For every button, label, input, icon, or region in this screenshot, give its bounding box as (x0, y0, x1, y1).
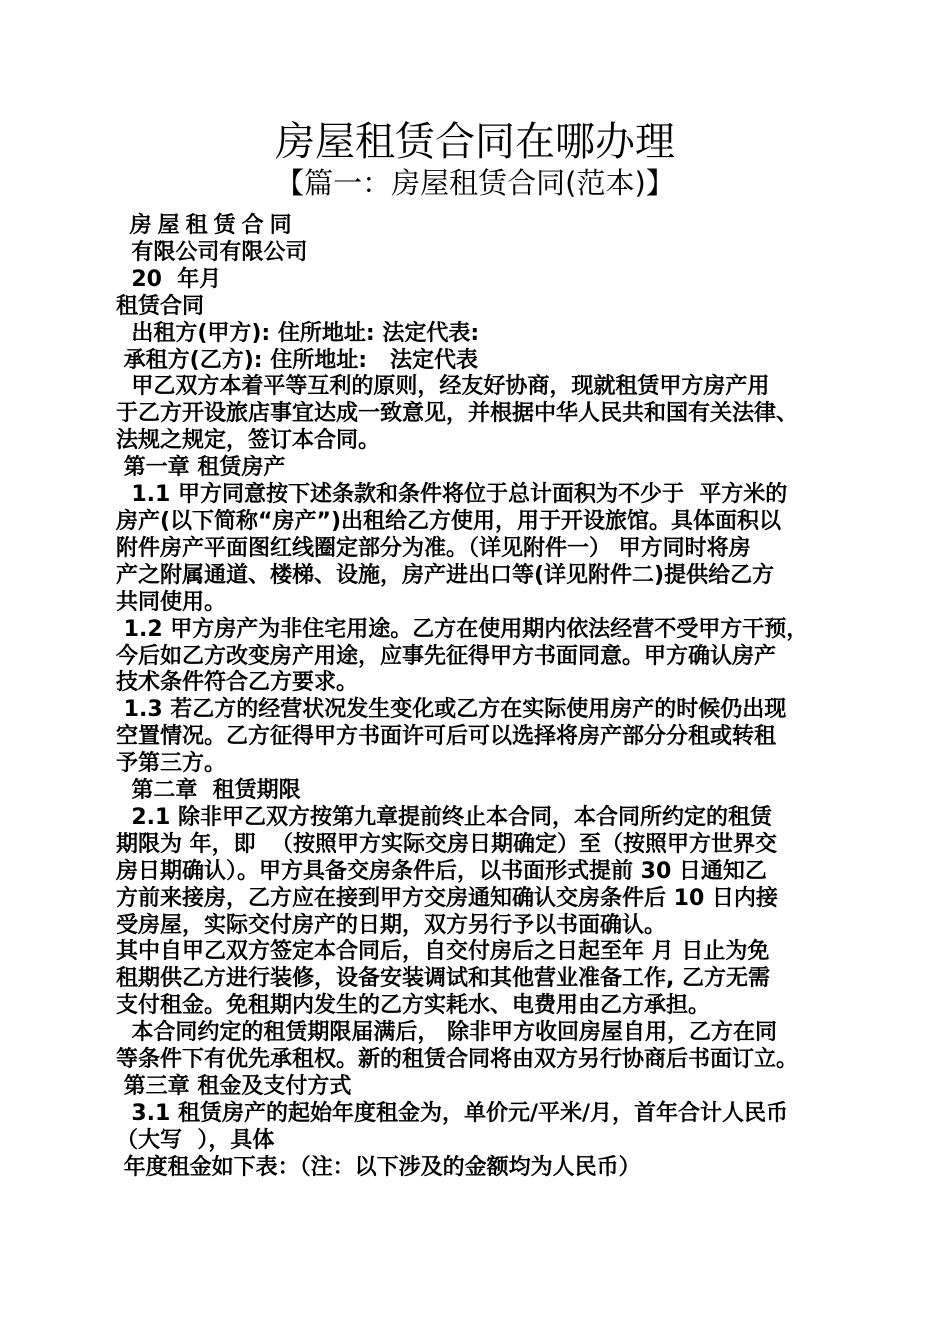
paragraph-line: 于乙方开设旅店事宜达成一致意见，并根据中华人民共和国有关法律、 (116, 401, 799, 427)
document-body (116, 213, 844, 1182)
clause-line: 1.2 甲方房产为非住宅用途。乙方在使用期内依法经营不受甲方干预， (116, 616, 809, 642)
clause-line: 支付租金。免租期内发生的乙方实耗水、电费用由乙方承担。 (116, 993, 711, 1019)
clause-line: 其中自甲乙双方签定本合同后，自交付房后之日起至年 月 日止为免 (116, 939, 770, 965)
clause-line: 3.1 租赁房产的起始年度租金为，单价元/平米/月，首年合计人民币 (116, 1100, 789, 1126)
clause-line: 1.3 若乙方的经营状况发生变化或乙方在实际使用房产的时候仍出现 (116, 697, 787, 723)
company-name: 有限公司有限公司 (116, 239, 308, 265)
clause-line: 空置情况。乙方征得甲方书面许可后可以选择将房产部分分租或转租 (116, 724, 777, 750)
clause-line: 2.1 除非甲乙双方按第九章提前终止本合同，本合同所约定的租赁 (116, 804, 772, 830)
clause-line: （大写 ），具体 (116, 1127, 275, 1153)
paragraph-line: 甲乙双方本着平等互利的原则，经友好协商，现就租赁甲方房产用 (116, 374, 770, 400)
contract-date: 20 年月 (116, 266, 222, 292)
clause-line: 年度租金如下表：（注：以下涉及的金额均为人民币） (116, 1154, 641, 1180)
clause-line: 期限为 年，即 （按照甲方实际交房日期确定）至（按照甲方世界交 (116, 831, 777, 857)
clause-line: 租期供乙方进行装修，设备安装调试和其他营业准备工作, 乙方无需 (116, 966, 771, 992)
clause-line: 本合同约定的租赁期限届满后， 除非甲方收回房屋自用，乙方在同 (116, 1020, 777, 1046)
clause-line: 方前来接房，乙方应在接到甲方交房通知确认交房条件后 10 日内接 (116, 885, 778, 911)
party-b-line: 承租方(乙方): 住所地址: 法定代表 (116, 347, 479, 373)
document-subtitle: 【篇一：房屋租赁合同(范本)】 (275, 166, 675, 200)
chapter-heading: 第三章 租金及支付方式 (116, 1074, 352, 1099)
section-heading: 租赁合同 (116, 293, 205, 319)
clause-line: 1.1 甲方同意按下述条款和条件将位于总计面积为不少于 平方米的 (116, 482, 788, 508)
clause-line: 技术条件符合乙方要求。 (116, 670, 359, 696)
paragraph-line: 法规之规定，签订本合同。 (116, 428, 381, 454)
contract-heading: 房屋租赁合同 (116, 213, 298, 238)
clause-line: 房产(以下简称“房产”)出租给乙方使用，用于开设旅馆。具体面积以 (116, 508, 782, 534)
clause-line: 房日期确认）。甲方具备交房条件后，以书面形式提前 30 日通知乙 (116, 858, 767, 884)
clause-line: 予第三方。 (116, 751, 227, 777)
clause-line: 受房屋，实际交付房产的日期，双方另行予以书面确认。 (116, 912, 667, 938)
clause-line: 附件房产平面图红线圈定部分为准。（详见附件一） 甲方同时将房 (116, 535, 751, 561)
clause-line: 共同使用。 (116, 589, 227, 615)
document-title: 房屋租赁合同在哪办理 (275, 119, 675, 165)
chapter-heading: 第一章 租赁房产 (116, 455, 286, 481)
clause-line: 今后如乙方改变房产用途，应事先征得甲方书面同意。甲方确认房产 (116, 643, 777, 669)
party-a-line: 出租方(甲方): 住所地址: 法定代表: (116, 320, 480, 346)
chapter-heading: 第二章 租赁期限 (116, 778, 301, 804)
clause-line: 产之附属通道、楼梯、设施，房产进出口等(详见附件二)提供给乙方 (116, 562, 775, 588)
clause-line: 等条件下有优先承租权。新的租赁合同将由双方另行协商后书面订立。 (116, 1047, 799, 1073)
